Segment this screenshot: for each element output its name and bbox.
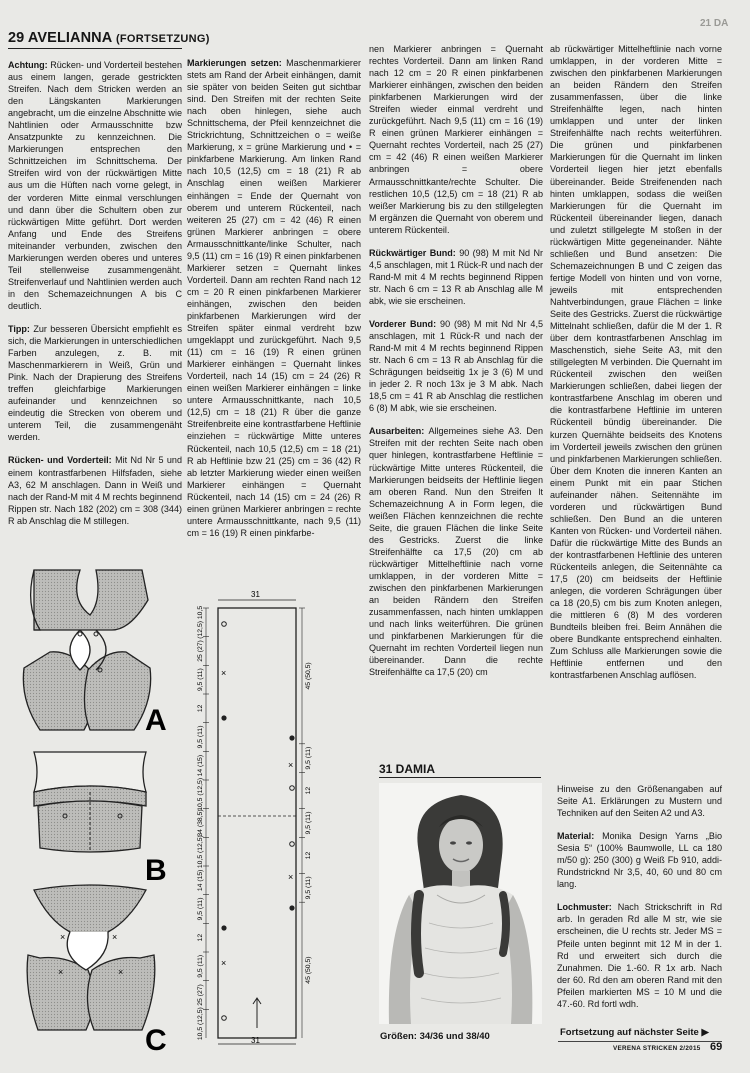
- dimension-label: 9,5 (11): [197, 897, 204, 921]
- svg-text:×: ×: [60, 932, 66, 942]
- paragraph-achtung: [8, 59, 182, 312]
- drawing-c: [27, 885, 167, 1057]
- paragraph-continued: ab rückwärtiger Mittelheftlinie nach vorne umklappen, in der vorderen Mitte = zwischen den pinkfarbenen Markierungen an beiden Rändern den Streifen zusammenfassen, über die linke Streifenhälfte legen, nach hinten umklappen und unter der linken Streifenhälfte nach rechts weiterführen. Die grünen und pinkfarbenen Markierungen für die Quernaht im linken Vorderteil liegen hier jetzt ebenfalls übereinander. Beide Streifenenden nach hinten umklappen, sodass die weißen Markierungen für die Quernaht im Rückenteil übereinander liegen, danach und zuletzt stillgelegte M stoßen in der rückwärtigen Mitte gegeneinander. Nähte schließen und Bund ansetzen: Die Schemazeichnungen B und C zeigen das fertige Modell von hinten und von vorne, jeweils mit entsprechenden Nahtverbindungen, graue Flächen = linke Seite des Gestricks. Zuerst die rückwärtige Mittelnaht schließen, dafür die M der 1. R über dem kontrastfarbenen Anschlag im Maschenstich, siehe Seite A3, mit den stillgelegten M verbinden. Die Quernaht im Rückenteil zwischen den weißen Markierungen schließen, dabei liegen der kontrastfarbene Anschlag im oberen und die kontrastfarbene Heftlinie im unteren Rückenteil bündig übereinander. Die kurzen Quernähte beidseits des Knotens im Vorderteil jeweils zwischen den grünen und pinkfarbenen Markierungen schließen. Über dem Knoten die inneren Kanten an einem Punkt mit ein paar Stichen aufeinander nähen. Seitennähte im vorderen und rückwärtigen Bund schließen. Den Bund an die unteren Kanten von Rücken- und Vorderteil nähen. Dafür die rückwärtige Mitte des Bunds an der kontrastfarbenen Heftlinie des unteren Rückenteils anlegen, die Seitennähte ca 17,5 (20) cm beidseits der Heftlinie anlegen, die vorderen Schrägungen über ca 18 (20,5) cm bis zum Knoten anlegen, die mittleren 6 (8) M des vorderen Bundteils bleiben frei. Beim Annähen die obere Bundkante entsprechend einhalten. Zum Schluss alle Markierungen sowie die Heftlinie entfernen und den kontrastfarbenen Anschlag auflösen.: [550, 44, 722, 681]
- paragraph-hinweise: Hinweise zu den Größenangaben auf Seite A1. Erklärungen zu Mustern und Techniken auf den Seiten A2 und A3.: [557, 784, 722, 819]
- dimension-label: 14 (15): [197, 869, 204, 892]
- paragraph-label: Tipp:: [8, 323, 30, 334]
- paragraph-label: Vorderer Bund:: [369, 318, 437, 329]
- column-damia: [557, 783, 722, 1021]
- dimension-label: 9,5 (11): [197, 668, 204, 692]
- sizes-value: 34/36 und 38/40: [419, 1031, 490, 1042]
- model-photo: [379, 783, 542, 1024]
- label-b: B: [145, 854, 167, 887]
- paragraph-text: Monika Design Yarns „Bio Sesia 5“ (100% Baumwolle, LL ca 180 m/50 g): 250 (300) g Weiß Fb 910, addi-Rundstricknd Nr 3,5, 40, 60 und 80 cm lang.: [557, 831, 722, 890]
- dimension-label: 12: [305, 851, 312, 860]
- svg-text:×: ×: [112, 932, 118, 942]
- paragraph-text: Maschenmarkierer stets am Rand der Arbeit einhängen, damit sie später von beiden Seiten gut sichtbar sind. Den Streifen mit der rechten Seite nach oben hinlegen, siehe auch Schnittschema, der Pfeil kennzeichnet die Strickrichtung, Schnittzeichen o = weiße Markierung, x = grüne Markierung und • = pinkfarbene Markierung. Am linken Rand nach 10,5 (12,5) cm = 18 (21) R ab Anschlag einen weißen Markierer einhängen = Ende der Quernaht von oberem und unterem Rückenteil, nach weiteren 25 (27) cm = 42 (46) R einen grünen Markierer anbringen = obere Armausschnittkante/linke Schulter, nach 9,5 (11) cm = 16 (19) R einen pinkfarbenen Markierer setzen = Quernaht linkes Vorderteil. Dann am rechten Rand nach 12 cm = 20 R einen pinkfarbenen Markierer einhängen, zwischen den beiden pinkfarbenen Markierungen wird der Streifen später einmal verdreht bzw umgeklappt und zurückgeführt. Nach 9,5 (11) cm = 16 (19) R einen grünen Markierer einhängen = Quernaht linkes Vorderteil, nach 14 (15) cm = 24 (26) R einen weißen Markierer einhängen = linke untere Armausschnittkante, nach 10,5 (12,5) cm = 18 (21) R über die ganze Streifenbreite eine kontrastfarbene Heftlinie einziehen = rückwärtige Mitte unteres Rückenteil, nach 10,5 (12,5) cm = 18 (21) R ab Heftlinie bzw 21 (25) cm = 36 (42) R ab letzter Markierung wieder einen weißen Markierer einhängen = Quernaht Rückenteil, nach 14 (15) cm = 24 (26) R einen grünen Markierer anbringen = rechte untere Armausschnittkante, nach 9,5 (11) cm = 16 (19) R einen pinkfarbe-: [187, 58, 362, 538]
- paragraph-markierungen: [187, 57, 361, 539]
- svg-text:×: ×: [221, 668, 227, 678]
- dimension-label: 9,5 (11): [305, 746, 312, 770]
- sizes-line: [380, 1031, 490, 1042]
- width-top-label: 31: [251, 590, 260, 599]
- dimension-label: 10,5 (12,5): [197, 835, 204, 869]
- column-1: [8, 59, 182, 538]
- page-number: 69: [710, 1041, 723, 1053]
- magazine-name: VERENA STRICKEN 2/2015: [613, 1045, 701, 1052]
- paragraph-text: Mit Nd Nr 5 und einem kontrastfarbenen Hilfsfaden, siehe A3, 62 M anschlagen. Dann in Weiß und nach der Rand-M mit 4 M rechts beginnend Rippen str. Nach 182 (202) cm = 308 (344) R ab Anschlag die M stillegen.: [8, 455, 182, 526]
- column-4: [550, 43, 722, 692]
- right-dimensions: [299, 608, 312, 984]
- column-2: [187, 57, 361, 550]
- dimension-label: 9,5 (11): [305, 876, 312, 900]
- knitting-schematic: [188, 588, 370, 1050]
- schematic-drawings-abc: [20, 560, 180, 1060]
- paragraph-text: Nach Strickschrift in Rd arb. In geraden Rd alle M str, wie sie erscheinen, die U rechts str. Jeder MS = Pfeile unten beginnt mit 12 M in der 1. Rd und erweitert sich durch die Zunahmen. Die 1.-60. R 1x arb. Nach der 60. Rd den am oberen Rand mit den Pfeilen markierten MS = 10 M und die 47.-60. Rd fortl wdh.: [557, 902, 722, 1009]
- dimension-label: 25 (27): [197, 640, 204, 662]
- column-3: [369, 43, 543, 689]
- dimension-label: 10,5 (12,5): [197, 777, 204, 811]
- svg-text:×: ×: [288, 872, 294, 882]
- paragraph-label: Ausarbeiten:: [369, 426, 425, 437]
- paragraph-text: Allgemeines siehe A3. Den Streifen mit der rechten Seite nach oben quer hinlegen, kontrastfarbene Heftlinie = rückwärtige Mitte unteres Rückenteil, die Markierungen beidseits der Heftlinie liegen am oberen Rand. Nun den Streifen lt Schemazeichnung A in Form legen, die weißen Flächen kennzeichnen die rechte Seite, die grauen Flächen die linke Seite des Gestricks. Zuerst die linke Streifenhälfte ca 17,5 (20) cm ab rückwärtiger Mittelheftlinie nach vorne umklappen, in der vorderen Mitte = zwischen den pinkfarbenen Markierungen an beiden Rändern den Streifen zusammenfassen, nach hinten umklappen und nach links weiterführen. Die grünen und pinkfarbenen Markierungen für die Quernaht im rechten Vorderteil liegen nun übereinander. Dann die rechte Streifenhälfte ca 17,5 (20) cm: [369, 426, 543, 678]
- continue-note: Fortsetzung auf nächster Seite ▶: [560, 1027, 709, 1038]
- paragraph-text: Zur besseren Übersicht empfiehlt es sich, die Markierungen in unterschiedlichen Farben anzulegen, z. B. mit Maschenmarkierern in Weiß, Grün und Pink. Nach der Drapierung des Streifens treffen gleichfarbige Markierungen aufeinander und kennzeichnen so eindeutig die Strecken von oberem und unterem Teil, die zusammengenäht werden.: [8, 323, 182, 443]
- dimension-label: 12: [305, 786, 312, 795]
- paragraph-label: Achtung:: [8, 60, 48, 70]
- paragraph-ruecken-vorderteil: [8, 454, 182, 526]
- paragraph-rueckwaertiger-bund: [369, 247, 543, 307]
- dimension-label: 45 (50,5): [305, 662, 312, 690]
- paragraph-material: [557, 830, 722, 890]
- footer-rule: [558, 1041, 722, 1042]
- paragraph-text: 90 (98) M mit Nd Nr 4,5 anschlagen, mit 1 Rück-R und nach der Rand-M mit 4 M rechts beginnend Rippen str. Nach 6 cm = 13 R ab Anschlag alle M abk, wie sie erscheinen.: [369, 247, 543, 306]
- section-continuation: (FORTSETZUNG): [115, 33, 210, 45]
- dimension-label: 34 (38,5): [197, 809, 204, 837]
- width-bottom-label: 31: [251, 1036, 260, 1045]
- paragraph-ausarbeiten: [369, 425, 543, 678]
- paragraph-lochmuster: [557, 901, 722, 1009]
- dimension-label: 9,5 (11): [197, 954, 204, 978]
- dimension-label: 25 (27): [197, 984, 204, 1006]
- dimension-label: 45 (50,5): [305, 956, 312, 984]
- dimension-label: 12: [197, 933, 204, 942]
- bleed-through-text: 21 DA: [700, 18, 729, 29]
- section-header: [8, 30, 210, 49]
- paragraph-vorderer-bund: [369, 318, 543, 414]
- svg-text:×: ×: [221, 958, 227, 968]
- drawing-b: [34, 752, 167, 887]
- paragraph-label: Material:: [557, 831, 595, 842]
- dimension-label: 10,5 (12,5): [197, 1007, 204, 1041]
- svg-text:×: ×: [118, 967, 124, 977]
- label-c: C: [145, 1024, 167, 1057]
- svg-text:×: ×: [58, 967, 64, 977]
- dimension-label: 12: [197, 704, 204, 713]
- sizes-label: Größen:: [380, 1031, 417, 1042]
- dimension-label: 14 (15): [197, 754, 204, 777]
- section-title-damia: 31 DAMIA: [379, 762, 541, 778]
- drawing-a: [23, 570, 166, 737]
- label-a: A: [145, 704, 167, 737]
- paragraph-text: Rücken- und Vorderteil bestehen aus einem langen, gerade gestrickten Streifen. Nach dem Stricken werden an den Längskanten Markierungen angebracht, um die einzelne Abschnitte wie Nahtlinien oder Armausschnitte bzw Ansatzpunkte zu kennzeichnen. Die Markierungen entsprechen den Schnittzeichen im Schnittschema. Der Streifen wird von der rückwärtigen Mitte aus um die Hüften nach vorne gelegt, in der vorderen Mitte einmal verschlungen und dann über die Schultern oben zur rückwärtigen Mitte geführt. Dort werden Anfang und Ende des Streifens miteinander verbunden, zwischen den Markierungen werden oberes und unteres Teil stellenweise zusammengenäht. Streifenverlauf und Nahtlinien werden auch in den Schemazeichnungen A bis C deutlich.: [8, 60, 183, 311]
- left-dimensions: [197, 606, 209, 1040]
- paragraph-label: Markierungen setzen:: [187, 58, 282, 68]
- paragraph-tipp: [8, 323, 182, 443]
- dimension-label: (12,5) 10,5: [197, 605, 204, 639]
- paragraph-label: Rückwärtiger Bund:: [369, 247, 456, 258]
- dimension-label: 9,5 (11): [197, 725, 204, 749]
- paragraph-continued: nen Markierer anbringen = Quernaht rechtes Vorderteil. Dann am linken Rand nach 12 cm = 20 R einen pinkfarbenen Markierer einhängen, zwischen den beiden pinkfarbenen Markierungen wird der Streifen wieder einmal verdreht und zurückgeführt. Nach 9,5 (11) cm = 16 (19) R einen grünen Markierer einhängen = Quernaht rechtes Vorderteil, nach 25 (27) cm = 42 (46) R einen weißen Markierer anbringen = obere Armausschnittkante/rechte Schulter. Die restlichen 10,5 (12,5) cm = 18 (21) R ab weißer Markierung bis zu den stillgelegten M ergänzen die Quernaht von oberem und unterem Rückenteil.: [369, 44, 543, 235]
- paragraph-label: Lochmuster:: [557, 902, 612, 913]
- section-title: 29 AVELIANNA: [8, 30, 112, 46]
- svg-text:×: ×: [288, 760, 294, 770]
- paragraph-text: 90 (98) M mit Nd Nr 4,5 anschlagen, mit 1 Rück-R und nach der Rand-M mit 4 M rechts beginnend Rippen str. Nach 6 cm = 13 R ab Anschlag für die Schrägungen beidseitig 1x je 3 (6) M und in jeder 2. R noch 13x je 3 M abk. Nach 18,5 cm = 41 R ab Anschlag die restlichen 6 (8) M abk, wie sie erscheinen.: [369, 318, 544, 414]
- dimension-label: 9,5 (11): [305, 811, 312, 835]
- paragraph-label: Rücken- und Vorderteil:: [8, 455, 112, 466]
